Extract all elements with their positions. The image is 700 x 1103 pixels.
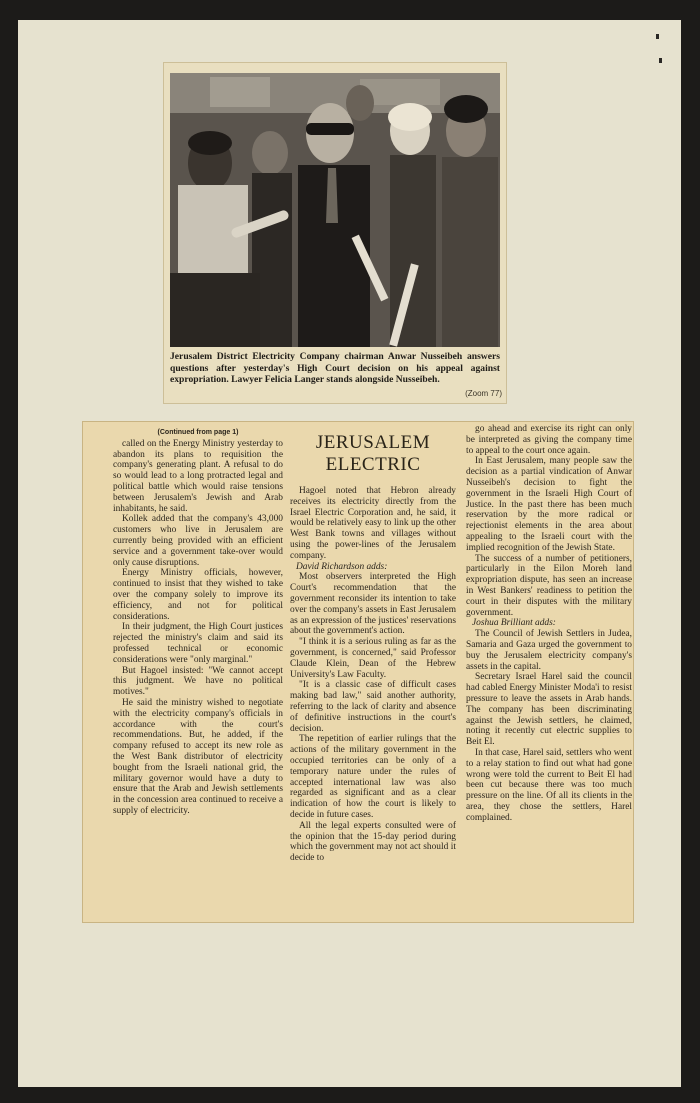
article-column-3 bbox=[466, 424, 632, 823]
paragraph: In their judgment, the High Court justices rejected the ministry's claim and said its professed technical or economic considerations were "only marginal." bbox=[113, 622, 283, 665]
paragraph: Most observers interpreted the High Court's recommendation that the government reconsider its intention to take over the company's assets in East Jerusalem as an expression of the justices' reservations about the government's action. bbox=[290, 572, 456, 637]
byline: Joshua Brilliant adds: bbox=[472, 618, 556, 629]
punch-mark bbox=[656, 34, 659, 39]
paragraph: go ahead and exercise its right can only be interpreted as giving the company time to appeal to the court once again. bbox=[466, 424, 632, 456]
paragraph: All the legal experts consulted were of the opinion that the 15-day period during which the government may not act should it decide to bbox=[290, 820, 456, 864]
punch-mark bbox=[659, 58, 662, 63]
article-clipping bbox=[82, 421, 634, 923]
paragraph: called on the Energy Ministry yesterday to abandon its plans to requisition the company's generating plant. A refusal to do so would lead to a long protracted legal and political battle which would raise tensions between Jerusalem's Jewish and Arab inhabitants, he said. bbox=[113, 438, 283, 514]
article-headline: JERUSALEM ELECTRIC bbox=[315, 432, 431, 475]
byline: David Richardson adds: bbox=[296, 561, 388, 572]
paragraph: In that case, Harel said, settlers who went to a relay station to find out what had gone wrong were told the current to Beit El had been cut because there was too much pressure on the line. Of all its clients in the area, they chose the settlers, Harel complained. bbox=[466, 747, 632, 823]
paragraph: Kollek added that the company's 43,000 customers who live in Jerusalem are currently being provided with an efficient service and a government take-over would only cause disruptions. bbox=[113, 514, 283, 568]
continued-note: (Continued from page 1) bbox=[157, 429, 239, 436]
paragraph: The repetition of earlier rulings that the actions of the military government in the occupied territories can be only of a temporary nature under the rules of accepted international law was also regarded as significant and as a clear indication of how the court is likely to decide in future cases. bbox=[290, 734, 456, 820]
paragraph: Energy Ministry officials, however, continued to insist that they wished to take over the company solely to improve its efficiency, and not for political considerations. bbox=[113, 568, 283, 622]
paragraph: He said the ministry wished to negotiate with the electricity company's officials in accordance with the court's recommendations. But, he added, if the company refused to accept its new role as the West Bank distributor of electricity bought from the Israeli national grid, the military governor would have a duty to ensure that the Arab and Jewish settlements in the concession area continued to receive a supply of electricity. bbox=[113, 697, 283, 816]
paragraph: But Hagoel insisted: "We cannot accept this judgment. We have no political motives." bbox=[113, 665, 283, 698]
paragraph: "I think it is a serious ruling as far as the government, is concerned," said Professor Claude Klein, Dean of the Hebrew University's Law Faculty. bbox=[290, 637, 456, 680]
paragraph: Secretary Israel Harel said the council had cabled Energy Minister Moda'i to resist pressure to leave the assets in Arab hands. The company has been discriminating against the Jewish settlers, he claimed, noting it recently cut electric supplies to Beit El. bbox=[466, 672, 632, 748]
photo-clipping bbox=[163, 62, 507, 404]
press-photo-image bbox=[170, 73, 500, 347]
paragraph: Hagoel noted that Hebron already receives its electricity directly from the Israel Electric Corporation and, he said, it would be relatively easy to link up the other West Bank towns and villages without using the power-lines of the Jerusalem company. bbox=[290, 486, 456, 561]
photo-caption: Jerusalem District Electricity Company chairman Anwar Nusseibeh answers questions after yesterday's High Court decision on his appeal against expropriation. Lawyer Felicia Langer stands alongside Nusseibeh. bbox=[170, 351, 500, 386]
paragraph: The Council of Jewish Settlers in Judea, Samaria and Gaza urged the government to buy the Jerusalem electricity company's assets in the capital. bbox=[466, 629, 632, 672]
paragraph: The success of a number of petitioners, particularly in the Eilon Moreh land expropriation dispute, has seen an increase in West Bankers' readiness to petition the court in their disputes with the military government. bbox=[466, 553, 632, 618]
paragraph: "It is a classic case of difficult cases making bad law," said another authority, referring to the lack of clarity and absence of definitive instructions in the court's decision. bbox=[290, 680, 456, 734]
paragraph: In East Jerusalem, many people saw the decision as a partial vindication of Anwar Nusseibeh's decision to fight the government in the Israeli High Court of Justice. In the past there has been much reservation by the more radical or rejectionist elements in the area about appealing to the Israeli court with the implied recognition of the Jewish State. bbox=[466, 456, 632, 553]
article-column-2 bbox=[290, 428, 456, 864]
press-photo bbox=[170, 73, 500, 347]
article-column-1 bbox=[113, 428, 283, 817]
photo-credit: (Zoom 77) bbox=[465, 389, 502, 398]
